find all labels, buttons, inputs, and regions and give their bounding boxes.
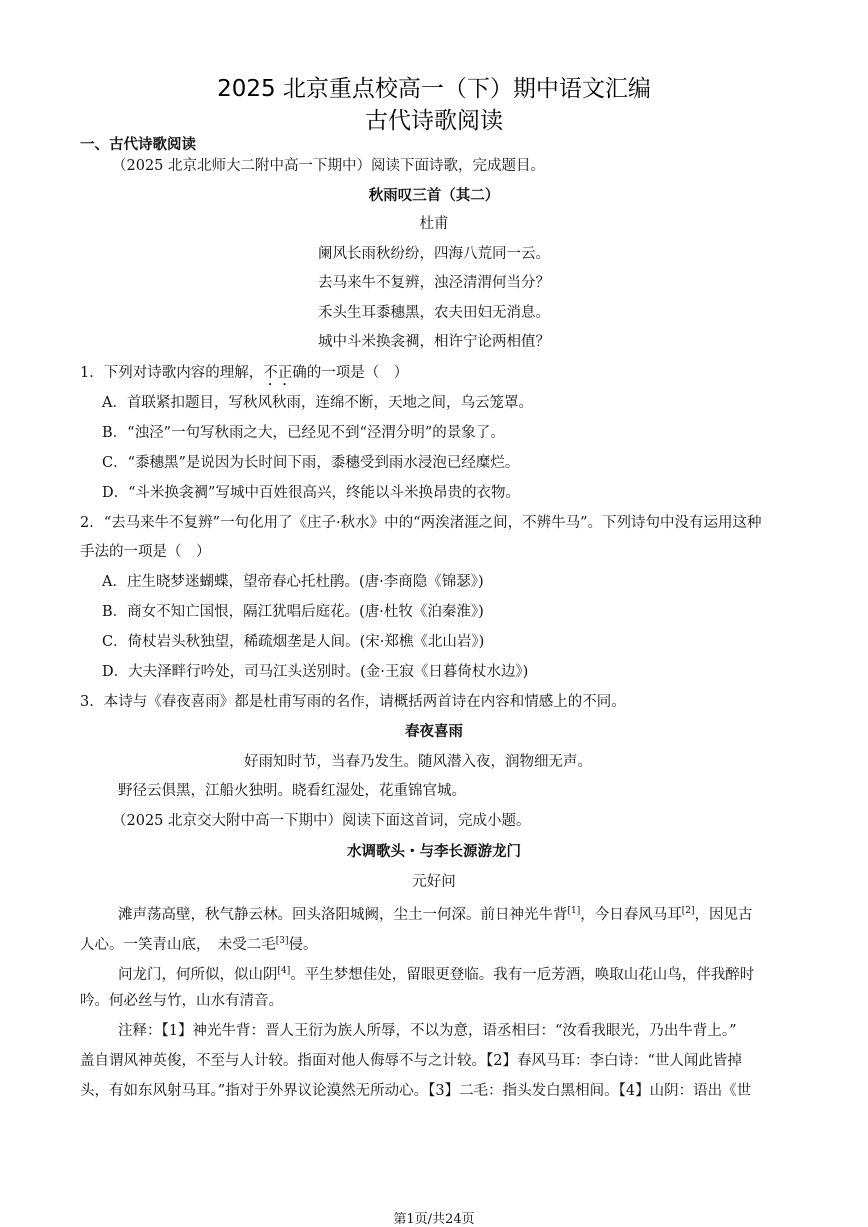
question-2-stem-cont: 手法的一项是（ ） [80,544,211,560]
document-title: 2025 北京重点校高一（下）期中语文汇编 [217,76,651,102]
footnote-mark: [1] [567,906,581,916]
ci-text: ，今日春风马耳 [580,906,682,923]
ci-text: 问龙门，何所似，似山阴 [118,966,278,983]
question-2-option-c: C．倚杖岩头秋独望，稀疏烟垄是人间。(宋·郑樵《北山岩》) [102,634,485,650]
question-1-stem [80,363,408,389]
question-3-poem-title: 春夜喜雨 [405,724,463,740]
question-2-option-d: D．大夫泽畔行吟处，司马江头送别时。(金·王寂《日暮倚杖水边》) [102,664,529,680]
ci-text: 侵。 [288,936,318,953]
notes-line: 注释：【1】神光牛背：晋人王衍为族人所辱，不以为意，语丞相曰：“汝看我眼光，乃出牛背上。” [118,1023,737,1039]
passage2-intro: （2025 北京交大附中高一下期中）阅读下面这首词，完成小题。 [112,813,531,829]
ci-paragraph-1-line [118,901,753,925]
question-1-option-d: D．“斗米换衾裯”写城中百姓很高兴，终能以斗米换昂贵的衣物。 [102,485,520,501]
poem-line: 野径云俱黑，江船火独明。晓看红湿处，花重锦官城。 [118,783,466,799]
ci-paragraph-1-line [80,931,318,955]
ci-paragraph-2-line: 吟。何必丝与竹，山水有清音。 [80,993,283,1009]
poem-line: 城中斗米换衾裯，相许宁论两相值？ [318,334,550,350]
question-2-stem: 2．“去马来牛不复辨”一句化用了《庄子·秋水》中的“两涘渚涯之间，不辨牛马”。下列诗句中没有运用这种 [80,515,762,531]
passage1-intro: （2025 北京北师大二附中高一下期中）阅读下面诗歌，完成题目。 [112,158,546,174]
question-1-option-a: A．首联紧扣题目，写秋风秋雨，连绵不断，天地之间，乌云笼罩。 [102,395,533,411]
footnote-mark: [4] [277,966,291,976]
passage2-poem-title: 水调歌头・与李长源游龙门 [347,844,521,860]
question-1-stem-part: 1．下列对诗歌内容的理解， [80,365,264,381]
question-3-stem: 3．本诗与《春夜喜雨》都是杜甫写雨的名作，请概括两首诗在内容和情感上的不同。 [80,694,626,710]
question-1-stem-part: 确的一项是（ ） [292,365,409,381]
passage2-author: 元好问 [412,874,456,890]
poem-line: 去马来牛不复辨，浊泾清渭何当分？ [318,275,550,291]
question-1-emphasis: 不正 [263,365,293,381]
passage1-author: 杜甫 [419,216,449,232]
notes-line: 头，有如东风射马耳。”指对于外界议论漠然无所动心。【3】二毛：指头发白黑相间。【4】山阴：语出《世 [80,1083,752,1099]
notes-line: 盖自谓风神英俊，不至与人计较。指面对他人侮辱不与之计较。【2】春风马耳：李白诗：“世人闻此皆掉 [80,1053,742,1069]
section-heading: 一、古代诗歌阅读 [80,137,196,153]
document-subtitle: 古代诗歌阅读 [365,108,503,134]
ci-text: 人心。一笑青山底， 未受二毛 [80,936,276,953]
ci-paragraph-2-line [118,961,754,985]
poem-line: 禾头生耳黍穗黑，农夫田妇无消息。 [318,305,550,321]
poem-line: 好雨知时节，当春乃发生。随风潜入夜，润物细无声。 [244,754,592,770]
question-1-option-c: C．“黍穗黑”是说因为长时间下雨，黍穗受到雨水浸泡已经糜烂。 [102,455,520,471]
poem-line: 阑风长雨秋纷纷，四海八荒同一云。 [318,246,550,262]
ci-text: 。平生梦想佳处，留眼更登临。我有一卮芳酒，唤取山花山鸟，伴我醉时 [290,966,755,983]
question-1-option-b: B．“浊泾”一句写秋雨之大，已经见不到“泾渭分明”的景象了。 [102,425,505,441]
question-2-option-a: A．庄生晓梦迷蝴蝶，望帝春心托杜鹃。(唐·李商隐《锦瑟》) [102,574,484,590]
ci-text: 滩声荡高壁，秋气静云林。回头洛阳城阙，尘土一何深。前日神光牛背 [118,906,568,923]
footnote-mark: [3] [275,936,289,946]
question-2-option-b: B．商女不知亡国恨，隔江犹唱后庭花。(唐·杜牧《泊秦淮》) [102,604,484,620]
passage1-poem-title: 秋雨叹三首（其二） [368,188,500,204]
ci-text: ，因见古 [694,906,753,923]
page-number: 第1页/共24页 [393,1212,475,1227]
footnote-mark: [2] [681,906,695,916]
